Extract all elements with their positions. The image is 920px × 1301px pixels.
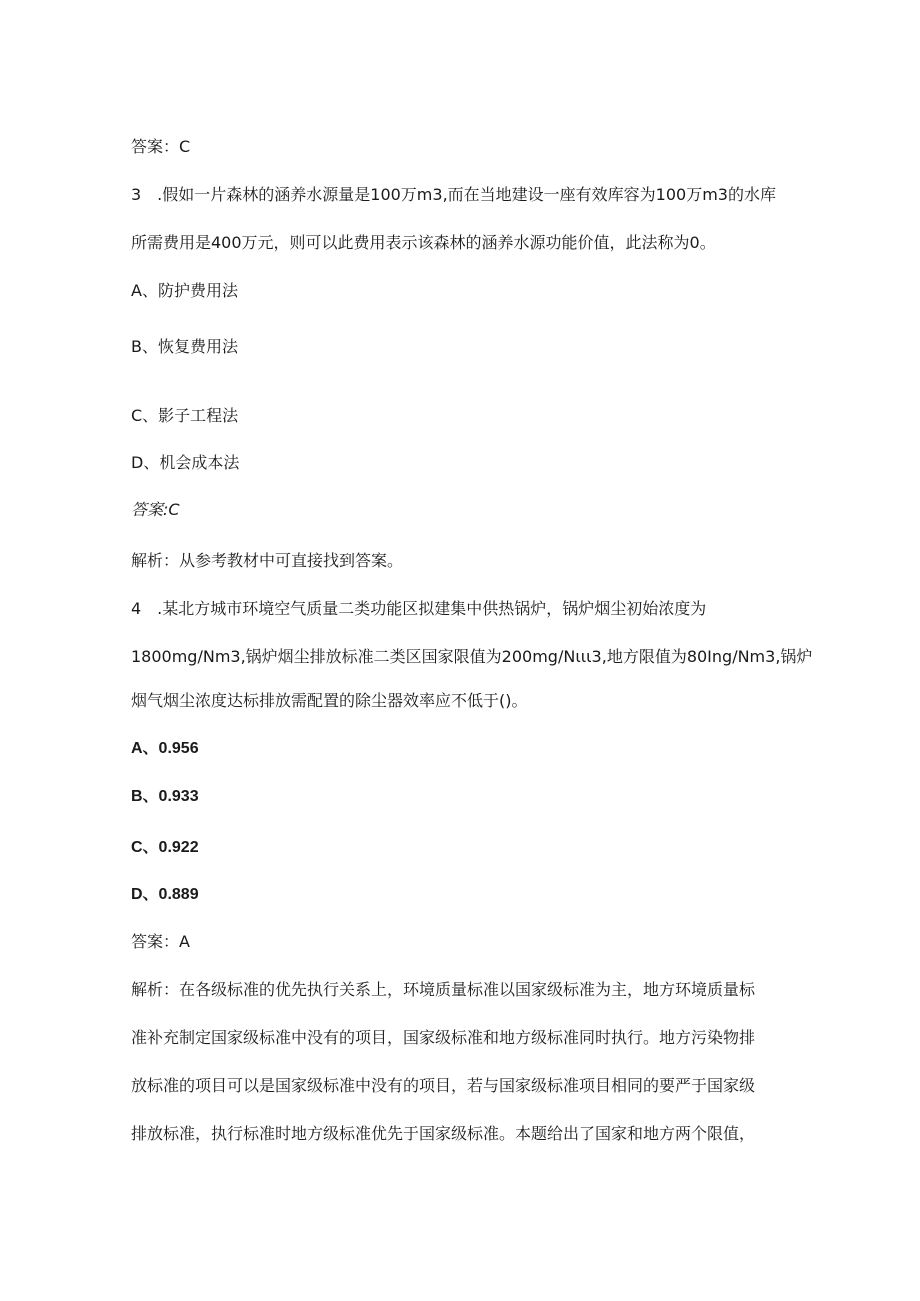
question-3-line-1: 3 .假如一片森林的涵养水源量是100万m3,而在当地建设一座有效库容为100万m3的水库 bbox=[131, 185, 776, 204]
option-a-q3: A、防护费用法 bbox=[131, 281, 238, 300]
option-c-q3: C、影子工程法 bbox=[131, 406, 239, 425]
explanation-q4-line-4: 排放标准，执行标准时地方级标准优先于国家级标准。本题给出了国家和地方两个限值， bbox=[131, 1124, 756, 1143]
explanation-q4-line-1: 解析：在各级标准的优先执行关系上，环境质量标准以国家级标准为主，地方环境质量标 bbox=[131, 980, 756, 999]
option-d-q4: D、0.889 bbox=[131, 886, 199, 903]
explanation-q4-line-2: 准补充制定国家级标准中没有的项目，国家级标准和地方级标准同时执行。地方污染物排 bbox=[131, 1028, 756, 1047]
question-4-line-2: 1800mg∕Nm3,锅炉烟尘排放标准二类区国家限值为200mg∕Nιιι3,地方限值为80Ing∕Nm3,锅炉 bbox=[131, 647, 813, 666]
explanation-q3: 解析：从参考教材中可直接找到答案。 bbox=[131, 551, 404, 570]
option-c-q4: C、0.922 bbox=[131, 839, 199, 856]
question-3-line-2: 所需费用是400万元，则可以此费用表示该森林的涵养水源功能价值，此法称为0。 bbox=[131, 233, 716, 252]
answer-q4: 答案：A bbox=[131, 932, 190, 951]
option-b-q4: B、0.933 bbox=[131, 788, 199, 805]
question-4-line-3: 烟气烟尘浓度达标排放需配置的除尘器效率应不低于()。 bbox=[131, 691, 528, 710]
answer-q3: 答案:C bbox=[131, 500, 180, 519]
answer-q2: 答案：C bbox=[131, 137, 191, 156]
question-4-line-1: 4 .某北方城市环境空气质量二类功能区拟建集中供热锅炉，锅炉烟尘初始浓度为 bbox=[131, 599, 707, 618]
option-a-q4: A、0.956 bbox=[131, 740, 199, 757]
option-d-q3: D、机会成本法 bbox=[131, 453, 240, 472]
explanation-q4-line-3: 放标准的项目可以是国家级标准中没有的项目，若与国家级标准项目相同的要严于国家级 bbox=[131, 1076, 756, 1095]
option-b-q3: B、恢复费用法 bbox=[131, 337, 238, 356]
